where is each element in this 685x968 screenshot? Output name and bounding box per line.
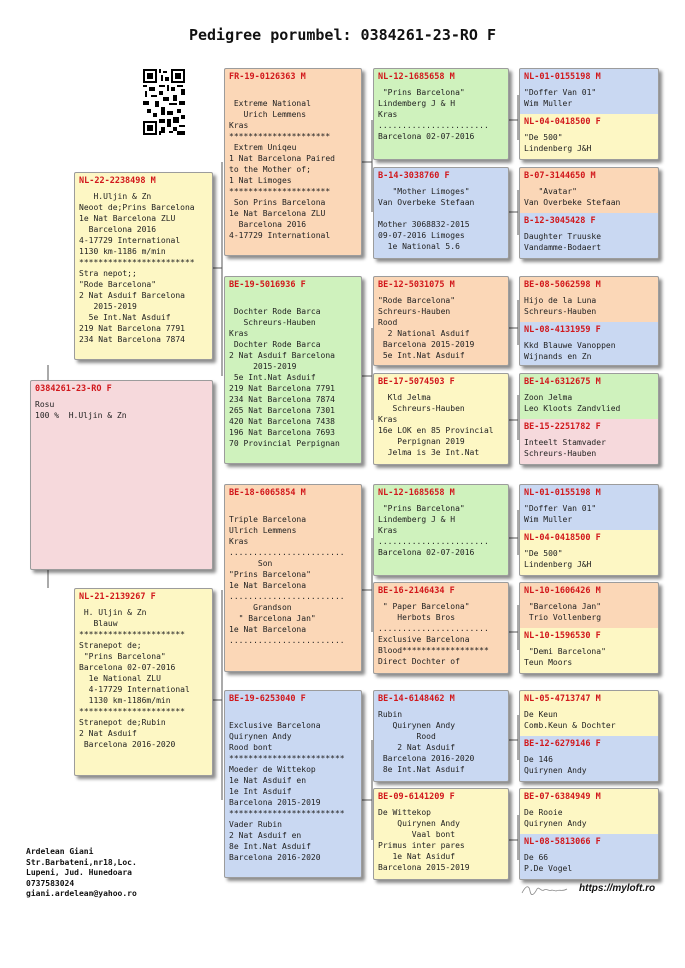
- pigeon-details: De Keun Comb.Keun & Dochter: [524, 710, 616, 730]
- ancestor-female[interactable]: [520, 419, 659, 465]
- pigeon-details: Hijo de la Luna Schreurs-Hauben: [524, 296, 597, 316]
- ring-number: NL-12-1685658 M: [378, 72, 455, 82]
- ring-number: BE-08-5062598 M: [524, 280, 601, 290]
- pigeon-details: Dochter Rode Barca Schreurs-Hauben Kras Dochter Rode Barca 2 Nat Asduif Barcelona 2015-2019 5e Int.Nat Asduif 219 Nat Barcelona 7791 234 Nat Barcelona 7874 265 Nat Barcelona 7301 420 Nat Barcelona 7438 196 Nat Barcelona 7693 70 Provincial Perpignan: [229, 307, 340, 448]
- pigeon-details: De 146 Quirynen Andy: [524, 755, 587, 775]
- grandsire-maternal-card[interactable]: [224, 484, 362, 672]
- subject-pigeon-card[interactable]: [30, 380, 213, 570]
- ring-number: BE-17-5074503 F: [378, 377, 455, 387]
- ancestor-pair-card[interactable]: [519, 373, 659, 465]
- handwritten-signature: [520, 883, 570, 897]
- pigeon-details: "Prins Barcelona" Lindemberg J & H Kras ....................... Barcelona 02-07-2016: [378, 504, 489, 557]
- pigeon-details: "De 500" Lindenberg J&H: [524, 133, 592, 153]
- pigeon-details: Rosu 100 % H.Uljin & Zn: [35, 400, 127, 420]
- ancestor-pair-card[interactable]: [519, 788, 659, 880]
- qr-code-icon: [143, 69, 185, 135]
- ring-number: NL-12-1685658 M: [378, 488, 455, 498]
- ancestor-female[interactable]: [520, 213, 659, 259]
- ring-number: NL-04-0418500 F: [524, 117, 601, 127]
- ancestor-female[interactable]: [520, 322, 659, 366]
- great-grandparent-card[interactable]: [373, 788, 509, 880]
- granddam-maternal-card[interactable]: [224, 690, 362, 878]
- ancestor-pair-card[interactable]: [519, 484, 659, 576]
- ring-number: NL-01-0155198 M: [524, 488, 601, 498]
- pigeon-details: H.Uljin & Zn Neoot de;Prins Barcelona 1e Nat Barcelona ZLU Barcelona 2016 4-17729 International 1130 km-1186 m/min ************************ Stra nepot;; "Rode Barcelona" 2 Nat Asduif Barcelona 2015-2019 5e Int.Nat Asduif 219 Nat Barcelona 7791 234 Nat Barcelona 7874: [79, 192, 195, 344]
- pigeon-details: "Prins Barcelona" Lindemberg J & H Kras ....................... Barcelona 02-07-2016: [378, 88, 489, 141]
- great-grandparent-card[interactable]: [373, 373, 509, 465]
- pigeon-details: Kkd Blauwe Vanoppen Wijnands en Zn: [524, 341, 616, 361]
- ancestor-female[interactable]: [520, 530, 659, 576]
- website-link[interactable]: https://myloft.ro: [579, 883, 656, 894]
- ancestor-male[interactable]: [520, 691, 658, 735]
- pigeon-details: De Wittekop Quirynen Andy Vaal bont Primus inter pares 1e Nat Asiduf Barcelona 2015-2019: [378, 808, 470, 872]
- ancestor-male[interactable]: [520, 277, 658, 321]
- great-grandparent-card[interactable]: [373, 167, 509, 259]
- pigeon-details: Triple Barcelona Ulrich Lemmens Kras ........................ Son "Prins Barcelona" 1e Nat Barcelona ........................ Grandson " Barcelona Jan" 1e Nat Barcelona ........................: [229, 515, 345, 645]
- pigeon-details: "Doffer Van 01" Wim Muller: [524, 88, 597, 108]
- great-grandparent-card[interactable]: [373, 68, 509, 160]
- pigeon-details: "Demi Barcelona" Teun Moors: [524, 647, 606, 667]
- ancestor-male[interactable]: [520, 374, 658, 418]
- pigeon-details: Exclusive Barcelona Quirynen Andy Rood bont ************************ Moeder de Wittekop 1e Nat Asduif en 1e Int Asduif Barcelona 2015-2019 ************************ Vader Rubin 2 Nat Asduif en 8e Int.Nat Asduif Barcelona 2016-2020: [229, 721, 345, 862]
- ring-number: BE-12-5031075 M: [378, 280, 455, 290]
- pigeon-details: Inteelt Stamvader Schreurs-Hauben: [524, 438, 606, 458]
- ring-number: B-14-3038760 F: [378, 171, 450, 181]
- ancestor-pair-card[interactable]: [519, 167, 659, 259]
- ancestor-female[interactable]: [520, 736, 659, 782]
- ancestor-male[interactable]: [520, 485, 658, 529]
- ancestor-pair-card[interactable]: [519, 690, 659, 782]
- grandsire-paternal-card[interactable]: [224, 68, 362, 256]
- pigeon-details: "Doffer Van 01" Wim Muller: [524, 504, 597, 524]
- ring-number: BE-14-6148462 M: [378, 694, 455, 704]
- ancestor-pair-card[interactable]: [519, 68, 659, 160]
- ring-number: BE-16-2146434 F: [378, 586, 455, 596]
- ring-number: BE-15-2251782 F: [524, 422, 601, 432]
- ring-number: NL-08-4131959 F: [524, 325, 601, 335]
- ancestor-male[interactable]: [520, 69, 658, 113]
- pigeon-details: "Mother Limoges" Van Overbeke Stefaan Mother 3068832-2015 09-07-2016 Limoges 1e National 5.6: [378, 187, 475, 251]
- ring-number: NL-08-5813066 F: [524, 837, 601, 847]
- ring-number: BE-07-6384949 M: [524, 792, 601, 802]
- ancestor-female[interactable]: [520, 834, 659, 880]
- ring-number: BE-09-6141209 F: [378, 792, 455, 802]
- pigeon-details: "Rode Barcelona" Schreurs-Hauben Rood 2 National Asduif Barcelona 2015-2019 5e Int.Nat Asduif: [378, 296, 475, 360]
- granddam-paternal-card[interactable]: [224, 276, 362, 464]
- great-grandparent-card[interactable]: [373, 690, 509, 782]
- ancestor-pair-card[interactable]: [519, 582, 659, 674]
- ring-number: FR-19-0126363 M: [229, 72, 306, 82]
- ring-number: NL-04-0418500 F: [524, 533, 601, 543]
- pigeon-details: "Avatar" Van Overbeke Stefaan: [524, 187, 621, 207]
- pigeon-details: Zoon Jelma Leo Kloots Zandvlied: [524, 393, 621, 413]
- ring-number: BE-12-6279146 F: [524, 739, 601, 749]
- pigeon-details: "Barcelona Jan" Trio Vollenberg: [528, 602, 602, 622]
- ancestor-female[interactable]: [520, 628, 659, 674]
- pigeon-details: Rubin Quirynen Andy Rood 2 Nat Asduif Barcelona 2016-2020 8e Int.Nat Asduif: [378, 710, 475, 774]
- ring-number: BE-18-6065854 M: [229, 488, 306, 498]
- pigeon-details: De Rooie Quirynen Andy: [524, 808, 587, 828]
- ring-number: BE-19-5016936 F: [229, 280, 306, 290]
- page-title: Pedigree porumbel: 0384261-23-RO F: [188, 26, 497, 44]
- ring-number: NL-01-0155198 M: [524, 72, 601, 82]
- breeder-contact-info: Ardelean Giani Str.Barbateni,nr18,Loc. Lupeni, Jud. Hunedoara 0737583024 giani.ardelean@yahoo.ro: [26, 847, 137, 898]
- pigeon-details: Daughter Truuske Vandamme-Bodaert: [524, 232, 602, 252]
- ring-number: B-07-3144650 M: [524, 171, 596, 181]
- pigeon-details: "De 500" Lindenberg J&H: [524, 549, 592, 569]
- ring-number: 0384261-23-RO F: [35, 384, 112, 394]
- ring-number: NL-10-1596530 F: [524, 631, 601, 641]
- pigeon-details: Extreme National Urich Lemmens Kras ********************* Extrem Uniqeu 1 Nat Barcelona Paired to the Mother of; 1 Nat Limoges ********************* Son Prins Barcelona 1e Nat Barcelona ZLU Barcelona 2016 4-17729 International: [229, 99, 335, 240]
- pigeon-details: H. Uljin & Zn Blauw ********************** Stranepot de; "Prins Barcelona" Barcelona 02-07-2016 1e National ZLU 4-17729 International 1130 km-1186m/min ********************** Stranepot de;Rubin 2 Nat Asduif Barcelona 2016-2020: [79, 608, 190, 749]
- ring-number: B-12-3045428 F: [524, 216, 596, 226]
- great-grandparent-card[interactable]: [373, 484, 509, 576]
- ring-number: NL-10-1606426 M: [524, 586, 601, 596]
- sire-card[interactable]: [74, 172, 213, 360]
- ancestor-female[interactable]: [520, 114, 659, 160]
- ancestor-male[interactable]: [520, 583, 658, 627]
- ring-number: BE-19-6253040 F: [229, 694, 306, 704]
- pigeon-details: De 66 P.De Vogel: [524, 853, 573, 873]
- ancestor-male[interactable]: [520, 168, 658, 212]
- ring-number: NL-22-2238498 M: [79, 176, 156, 186]
- great-grandparent-card[interactable]: [373, 276, 509, 366]
- ancestor-pair-card[interactable]: [519, 276, 659, 366]
- great-grandparent-card[interactable]: [373, 582, 509, 674]
- ancestor-male[interactable]: [520, 789, 658, 833]
- ring-number: NL-21-2139267 F: [79, 592, 156, 602]
- dam-card[interactable]: [74, 588, 213, 776]
- ring-number: NL-05-4713747 M: [524, 694, 601, 704]
- pigeon-details: " Paper Barcelona" Herbots Bros ....................... Exclusive Barcelona Blood****************** Direct Dochter of: [378, 602, 489, 666]
- pigeon-details: Kld Jelma Schreurs-Hauben Kras 16e LOK en 85 Provincial Perpignan 2019 Jelma is 3e Int.Nat: [378, 393, 494, 457]
- ring-number: BE-14-6312675 M: [524, 377, 601, 387]
